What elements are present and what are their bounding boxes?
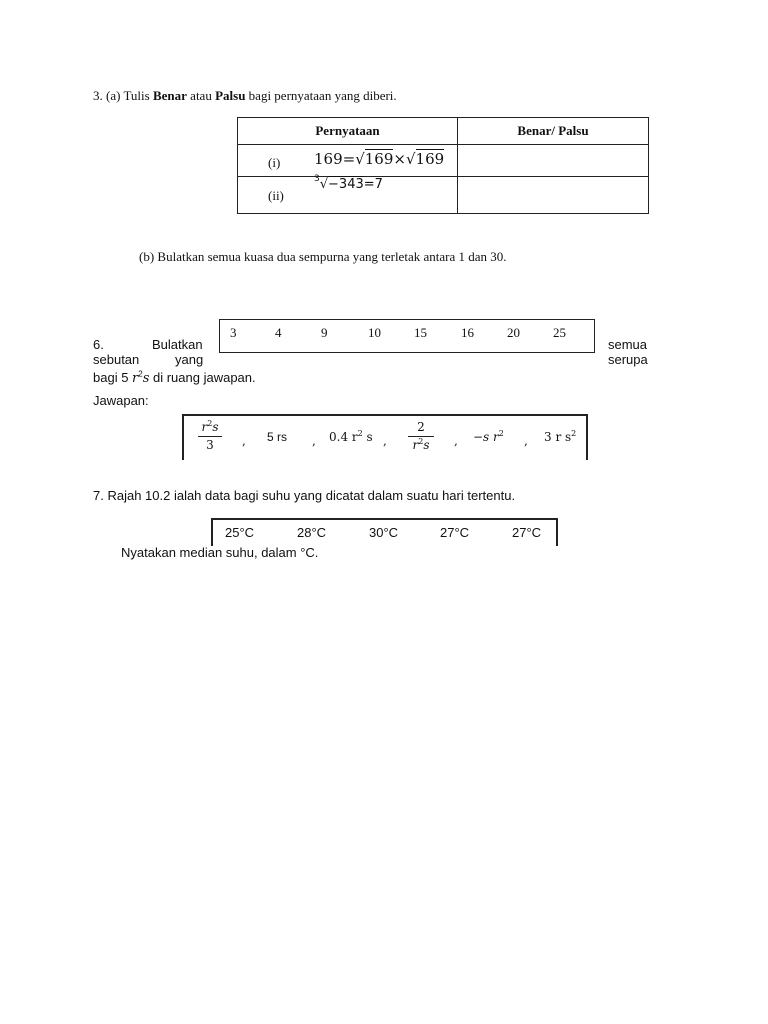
- q6-term-3[interactable]: [329, 430, 373, 444]
- q6-word-semua: semua: [608, 337, 648, 352]
- q6-term-4[interactable]: [408, 420, 434, 453]
- q6-line3-prefix: bagi 5: [93, 370, 133, 385]
- temperature-value: 30°C: [369, 525, 399, 540]
- number-option[interactable]: 3: [230, 325, 237, 340]
- q3-row1-statement: [314, 150, 444, 168]
- number-option[interactable]: 15: [414, 325, 427, 340]
- q3-row1-statement-cell: [238, 145, 458, 177]
- q3-row1-label: (i): [268, 155, 281, 170]
- number-option[interactable]: 10: [368, 325, 381, 340]
- comma: ,: [312, 434, 316, 448]
- comma: ,: [383, 434, 387, 448]
- q7-temperature-box: [211, 518, 558, 546]
- q6-word-yang: yang: [175, 352, 204, 367]
- q6-word-sebutan: sebutan: [93, 352, 140, 367]
- q6-t3-s: s: [362, 430, 373, 444]
- q6-t5-exp: 2: [498, 429, 504, 438]
- q7-title: 7. Rajah 10.2 ialah data bagi suhu yang dicatat dalam suatu hari tertentu.: [93, 488, 516, 503]
- q3a-benar: Benar: [152, 88, 187, 103]
- q6-line3-exp: 2: [138, 369, 143, 379]
- q3-row2-result: =7: [363, 177, 383, 192]
- number-option[interactable]: 20: [507, 325, 520, 340]
- q3a-suffix: bagi pernyataan yang diberi.: [245, 88, 397, 103]
- q3-row2-label: (ii): [268, 188, 284, 203]
- q6-jawapan-label: Jawapan:: [93, 393, 149, 408]
- q6-t6-exp: 2: [571, 429, 577, 438]
- q3b-instruction: (b) Bulatkan semua kuasa dua sempurna yang terletak antara 1 dan 30.: [139, 249, 507, 264]
- q6-word-bulatkan: Bulatkan: [152, 337, 203, 352]
- q3-row1-lhs: 169=: [314, 150, 356, 168]
- sqrt-icon: √: [405, 150, 416, 168]
- q3-row1-radicand-2: 169: [415, 150, 445, 168]
- q3-row2-statement-cell: [238, 173, 458, 214]
- q6-line3: [93, 370, 256, 386]
- q6-term-1[interactable]: [198, 420, 222, 453]
- q6-t4-den-exp: 2: [418, 437, 424, 446]
- q6-t4-num: 2: [417, 420, 425, 434]
- q3-row1-radicand-1: 169: [364, 150, 394, 168]
- q3a-atau: atau: [186, 88, 216, 103]
- q6-t6-base: 3 r s: [544, 430, 572, 444]
- q3-row1-answer-cell[interactable]: [458, 145, 649, 177]
- q3-table-row-2: [238, 177, 649, 214]
- number-option[interactable]: 16: [461, 325, 474, 340]
- q6-term-5[interactable]: [473, 430, 504, 444]
- q6-t1-exp: 2: [207, 419, 213, 428]
- q3-table-row-1: [238, 145, 649, 177]
- q3-header-pernyataan: Pernyataan: [238, 118, 458, 145]
- q6-answer-box: [182, 414, 588, 460]
- q6-t3-exp: 2: [357, 429, 363, 438]
- q6-t3-base: 0.4 r: [329, 430, 358, 444]
- q3a-palsu: Palsu: [215, 88, 246, 103]
- q3-row2-answer-cell[interactable]: [458, 177, 649, 214]
- q3-header-benar-palsu: Benar/ Palsu: [458, 118, 649, 145]
- comma: ,: [454, 434, 458, 448]
- cube-root-icon: √: [319, 177, 329, 192]
- temperature-value: 25°C: [225, 525, 255, 540]
- temperature-value: 27°C: [440, 525, 470, 540]
- q3b-numbers-box: [219, 319, 595, 353]
- number-option[interactable]: 9: [321, 325, 328, 340]
- q6-line3-s: s: [142, 371, 150, 386]
- q6-line3-term: r: [132, 371, 139, 386]
- q6-number: 6.: [93, 337, 104, 352]
- q6-t5-base: −s r: [473, 430, 499, 444]
- temperature-value: 28°C: [297, 525, 327, 540]
- q3-row2-radicand: −343: [328, 177, 364, 192]
- comma: ,: [524, 434, 528, 448]
- sqrt-icon: √: [355, 150, 365, 168]
- q3-row2-root-index: 3: [314, 173, 320, 184]
- q6-t4-den-s: s: [423, 438, 430, 452]
- number-option[interactable]: 4: [275, 325, 282, 340]
- q6-line3-suffix: di ruang jawapan.: [149, 370, 256, 385]
- q6-t1-den: 3: [206, 438, 214, 452]
- q6-t1-num: r: [201, 420, 208, 434]
- q6-term-6[interactable]: [544, 430, 576, 444]
- q6-word-serupa: serupa: [608, 352, 648, 367]
- number-option[interactable]: 25: [553, 325, 566, 340]
- q7-question: Nyatakan median suhu, dalam °C.: [121, 545, 319, 560]
- q6-t4-den: r: [412, 438, 419, 452]
- q3-table-header-row: [238, 118, 649, 145]
- temperature-value: 27°C: [512, 525, 542, 540]
- q3a-prefix: 3. (a) Tulis: [93, 88, 153, 103]
- q3-row2-statement: [314, 173, 383, 192]
- q3-table: [237, 117, 649, 214]
- comma: ,: [242, 434, 246, 448]
- q3-row1-times: ×: [393, 150, 406, 168]
- q3a-instruction: [93, 88, 397, 104]
- q6-t1-s: s: [212, 420, 219, 434]
- q6-term-2[interactable]: 5 rs: [267, 430, 288, 444]
